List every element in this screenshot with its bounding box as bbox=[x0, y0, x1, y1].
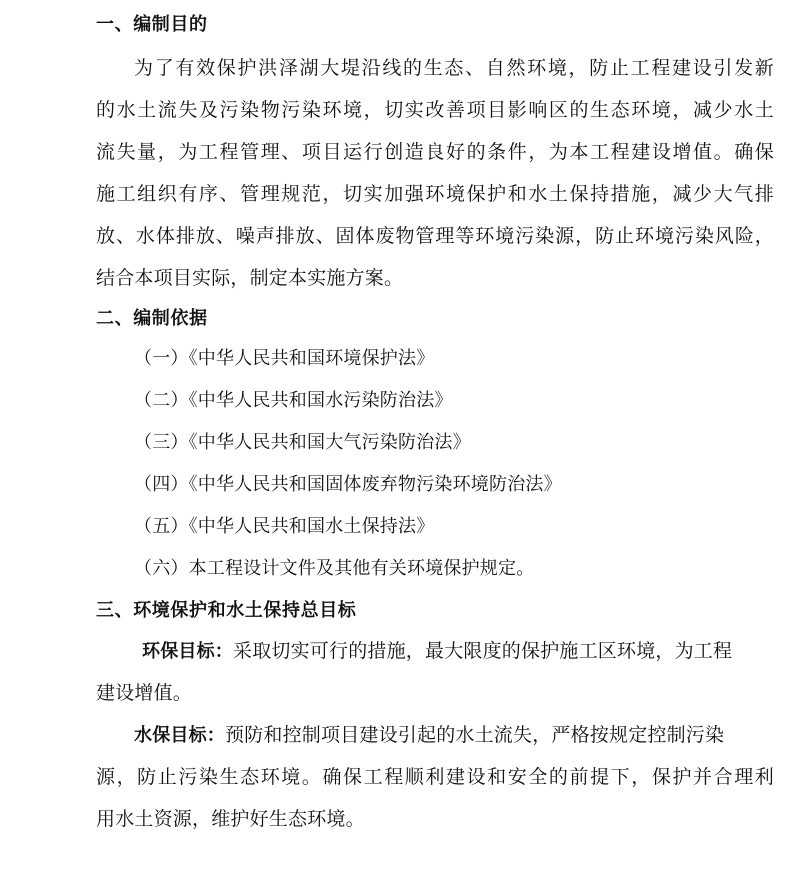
section-heading-goals: 三、环境保护和水土保持总目标 bbox=[96, 600, 357, 621]
basis-list-item: （五）《中华人民共和国水土保持法》 bbox=[134, 516, 435, 537]
section-heading-purpose: 一、编制目的 bbox=[96, 14, 208, 35]
paragraph-line: 用水土资源，维护好生态环境。 bbox=[96, 808, 365, 830]
goal-line-water bbox=[134, 722, 724, 749]
basis-list-item: （二）《中华人民共和国水污染防治法》 bbox=[134, 390, 453, 411]
paragraph-line: 结合本项目实际，制定本实施方案。 bbox=[96, 267, 404, 289]
paragraph-line: 放、水体排放、噪声排放、固体废物管理等环境污染源，防止环境污染风险， bbox=[96, 225, 774, 247]
basis-list-item: （四）《中华人民共和国固体废弃物污染环境防治法》 bbox=[134, 474, 562, 495]
paragraph-line: 源，防止污染生态环境。确保工程顺利建设和安全的前提下，保护并合理利 bbox=[96, 766, 774, 788]
paragraph-line: 施工组织有序、管理规范，切实加强环境保护和水土保持措施，减少大气排 bbox=[96, 183, 774, 205]
section-heading-basis: 二、编制依据 bbox=[96, 308, 208, 329]
paragraph-line: 的水土流失及污染物污染环境，切实改善项目影响区的生态环境，减少水土 bbox=[96, 99, 774, 121]
paragraph-line: 流失量，为工程管理、项目运行创造良好的条件，为本工程建设增值。确保 bbox=[96, 141, 774, 163]
paragraph-line: 建设增值。 bbox=[96, 682, 193, 704]
env-goal-text: 采取切实可行的措施，最大限度的保护施工区环境，为工程 bbox=[233, 640, 733, 662]
env-goal-term: 环保目标： bbox=[142, 641, 233, 662]
basis-list-item: （三）《中华人民共和国大气污染防治法》 bbox=[134, 432, 471, 453]
basis-list-item: （六）本工程设计文件及其他有关环境保护规定。 bbox=[134, 558, 535, 579]
paragraph-line: 为了有效保护洪泽湖大堤沿线的生态、自然环境，防止工程建设引发新 bbox=[134, 57, 774, 79]
goal-line-env bbox=[142, 638, 732, 665]
water-goal-text: 预防和控制项目建设引起的水土流失，严格按规定控制污染 bbox=[225, 724, 725, 746]
basis-list-item: （一）《中华人民共和国环境保护法》 bbox=[134, 348, 435, 369]
water-goal-term: 水保目标： bbox=[134, 725, 225, 746]
